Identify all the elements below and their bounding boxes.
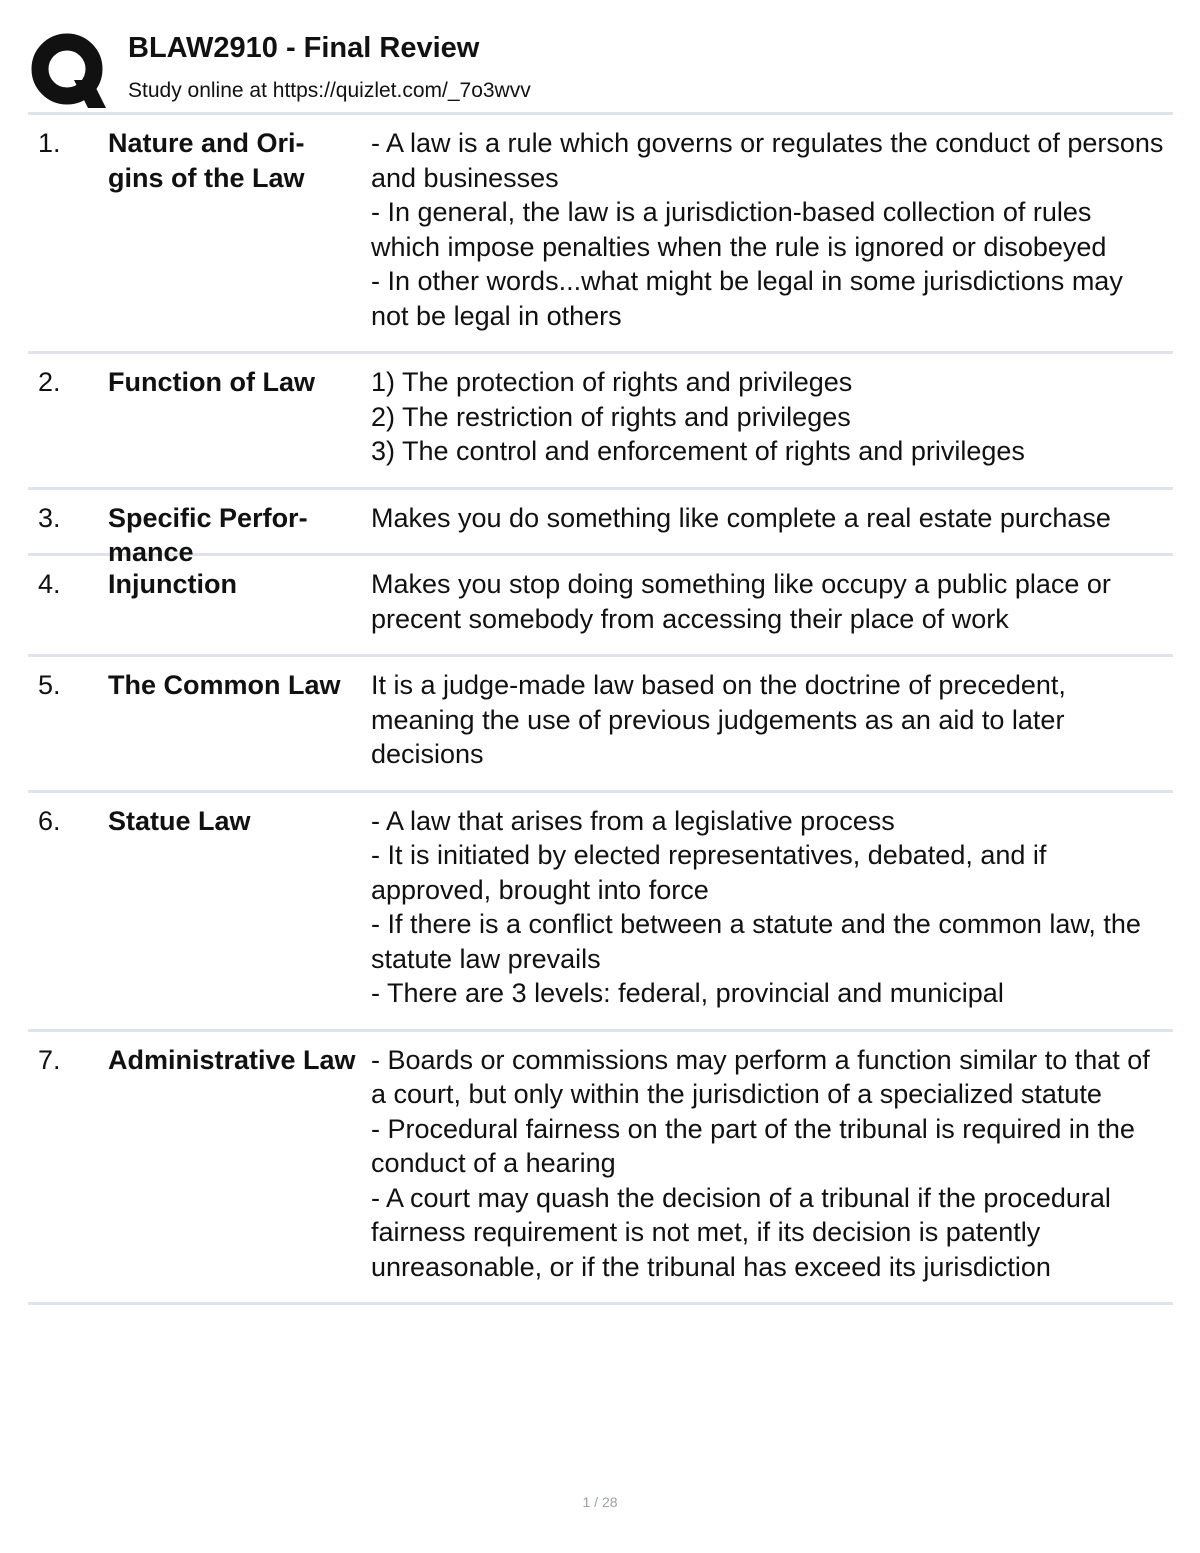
- flashcard-row: [28, 115, 1173, 354]
- card-term: Injunction: [108, 569, 237, 599]
- card-term: Statue Law: [108, 805, 251, 836]
- card-term: Administrative Law: [108, 1044, 356, 1075]
- flashcard-list: [28, 115, 1173, 1305]
- card-definition: [371, 668, 1166, 772]
- quizlet-logo-icon: [30, 32, 108, 110]
- flashcard-row: [28, 657, 1173, 793]
- page-header: [30, 28, 1175, 112]
- definition-line: Makes you stop doing something like occupy a public place or precent somebody from accessing their place of work: [371, 569, 1111, 634]
- definition-line: 2) The restriction of rights and privileges: [371, 401, 851, 432]
- definition-line: - A law that arises from a legislative process: [371, 805, 895, 836]
- definition-line: - There are 3 levels: federal, provincial and municipal: [371, 978, 1004, 1008]
- flashcard-row: [28, 556, 1173, 657]
- card-definition: [371, 365, 1166, 469]
- definition-line: Makes you do something like complete a real estate purchase: [371, 502, 1111, 533]
- card-definition: [371, 501, 1166, 536]
- definition-line: - In general, the law is a jurisdiction-based collection of rules which impose penalties when the rule is ignored or disobeyed: [371, 197, 1107, 262]
- card-number: 1.: [38, 128, 61, 158]
- definition-line: 3) The control and enforcement of rights and privileges: [371, 436, 1025, 466]
- study-link-text: Study online at https://quizlet.com/_7o3wvv: [128, 79, 531, 102]
- card-number: 4.: [38, 569, 61, 599]
- definition-line: - Procedural fairness on the part of the tribunal is required in the conduct of a hearing: [371, 1113, 1135, 1178]
- card-term: Specific Perfor- mance: [108, 502, 308, 567]
- definition-line: - It is initiated by elected representatives, debated, and if approved, brought into force: [371, 840, 1047, 905]
- page-number: 1 / 28: [582, 1494, 618, 1510]
- card-term: The Common Law: [108, 670, 341, 700]
- card-definition: [371, 126, 1166, 333]
- definition-line: - A court may quash the decision of a tribunal if the procedural fairness requirement is not met, if its decision is patently unreasonable, or if the tribunal has exceed its jurisdiction: [371, 1182, 1111, 1282]
- definition-line: - A law is a rule which governs or regulates the conduct of persons and businesses: [371, 128, 1164, 193]
- card-number: 6.: [38, 805, 61, 836]
- card-definition: [371, 804, 1166, 1011]
- card-number: 3.: [38, 502, 61, 533]
- definition-line: It is a judge-made law based on the doctrine of precedent, meaning the use of previous judgements as an aid to later decisions: [371, 670, 1066, 769]
- definition-line: 1) The protection of rights and privileges: [371, 367, 853, 397]
- card-number: 5.: [38, 670, 61, 700]
- card-number: 7.: [38, 1044, 61, 1075]
- definition-line: - In other words...what might be legal in some jurisdictions may not be legal in others: [371, 266, 1123, 331]
- card-term: Nature and Ori- gins of the Law: [108, 128, 305, 193]
- flashcard-row: [28, 354, 1173, 490]
- flashcard-row: [28, 490, 1173, 567]
- page-title: BLAW2910 - Final Review: [128, 32, 480, 64]
- definition-line: - Boards or commissions may perform a function similar to that of a court, but only within the jurisdiction of a specialized statute: [371, 1044, 1150, 1109]
- flashcard-row: [28, 1032, 1173, 1306]
- card-definition: [371, 567, 1166, 636]
- definition-line: - If there is a conflict between a statute and the common law, the statute law prevails: [371, 909, 1141, 974]
- card-term: Function of Law: [108, 367, 315, 397]
- card-number: 2.: [38, 367, 61, 397]
- card-definition: [371, 1043, 1166, 1285]
- flashcard-row: [28, 793, 1173, 1032]
